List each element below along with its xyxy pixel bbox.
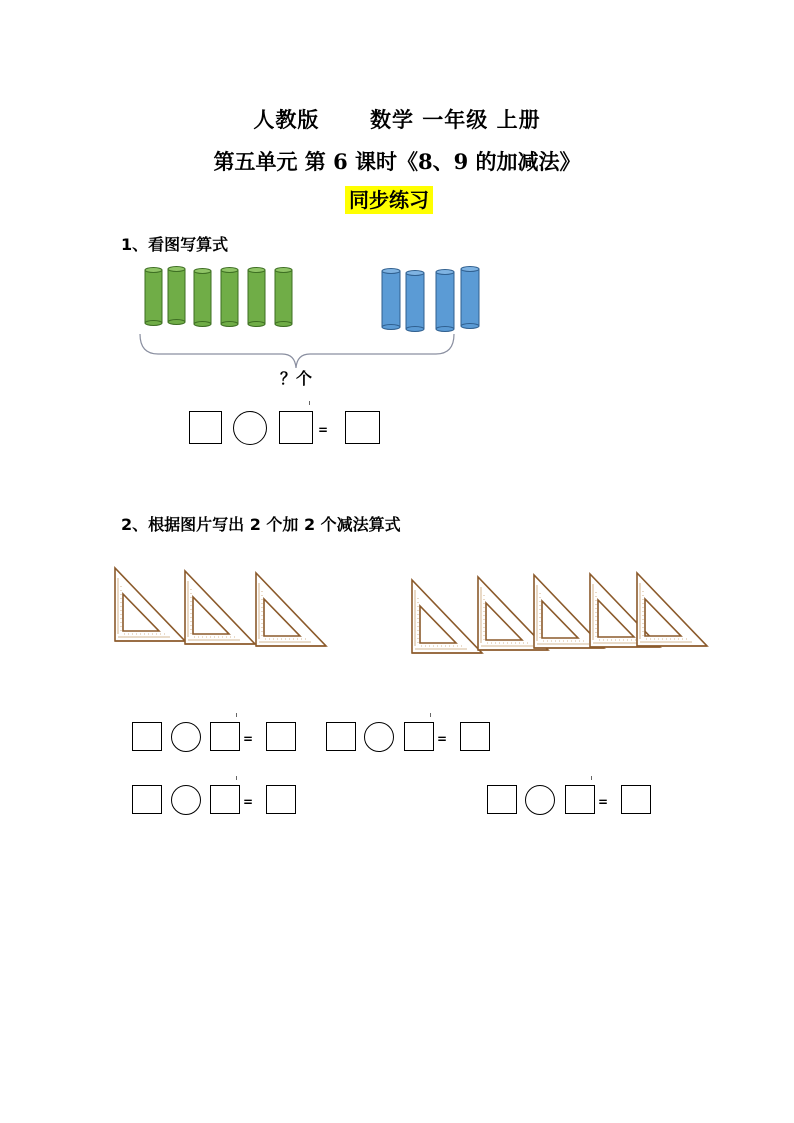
answer-box[interactable]: [132, 722, 162, 751]
equals-sign: =: [598, 795, 609, 809]
section-title: 同步练习: [345, 186, 433, 214]
operator-circle[interactable]: [364, 722, 394, 752]
left-triangle-group: [115, 568, 326, 646]
question-1-label: 1、看图写算式: [121, 235, 229, 254]
answer-box[interactable]: [266, 785, 296, 814]
equals-sign: =: [243, 732, 254, 746]
lesson-title: 第五单元 第 6 课时《8、9 的加减法》: [213, 149, 581, 174]
answer-box[interactable]: [487, 785, 517, 814]
answer-box[interactable]: [326, 722, 356, 751]
equals-sign: =: [318, 423, 329, 437]
answer-box[interactable]: [621, 785, 651, 814]
subject-grade-label: 数学 一年级 上册: [370, 107, 541, 132]
tick-mark: [236, 713, 237, 717]
triangle-ruler: [185, 571, 255, 644]
tick-mark: [591, 776, 592, 780]
answer-box[interactable]: [210, 722, 240, 751]
tick-mark: [236, 776, 237, 780]
answer-box[interactable]: [210, 785, 240, 814]
equals-sign: =: [243, 795, 254, 809]
question-2-label: 2、根据图片写出 2 个加 2 个减法算式: [121, 515, 401, 534]
edition-label: 人教版: [253, 107, 320, 132]
triangle-ruler: [412, 580, 482, 653]
equals-sign: =: [437, 732, 448, 746]
question-mark-label: ？个: [280, 369, 313, 388]
operator-circle[interactable]: [171, 785, 201, 815]
answer-box[interactable]: [132, 785, 162, 814]
tick-mark: [430, 713, 431, 717]
answer-box[interactable]: [565, 785, 595, 814]
right-triangle-group: [412, 573, 707, 653]
operator-circle[interactable]: [171, 722, 201, 752]
answer-box[interactable]: [266, 722, 296, 751]
triangle-ruler: [115, 568, 185, 641]
triangle-ruler: [256, 573, 326, 646]
operator-circle[interactable]: [525, 785, 555, 815]
answer-box[interactable]: [460, 722, 490, 751]
answer-box[interactable]: [404, 722, 434, 751]
